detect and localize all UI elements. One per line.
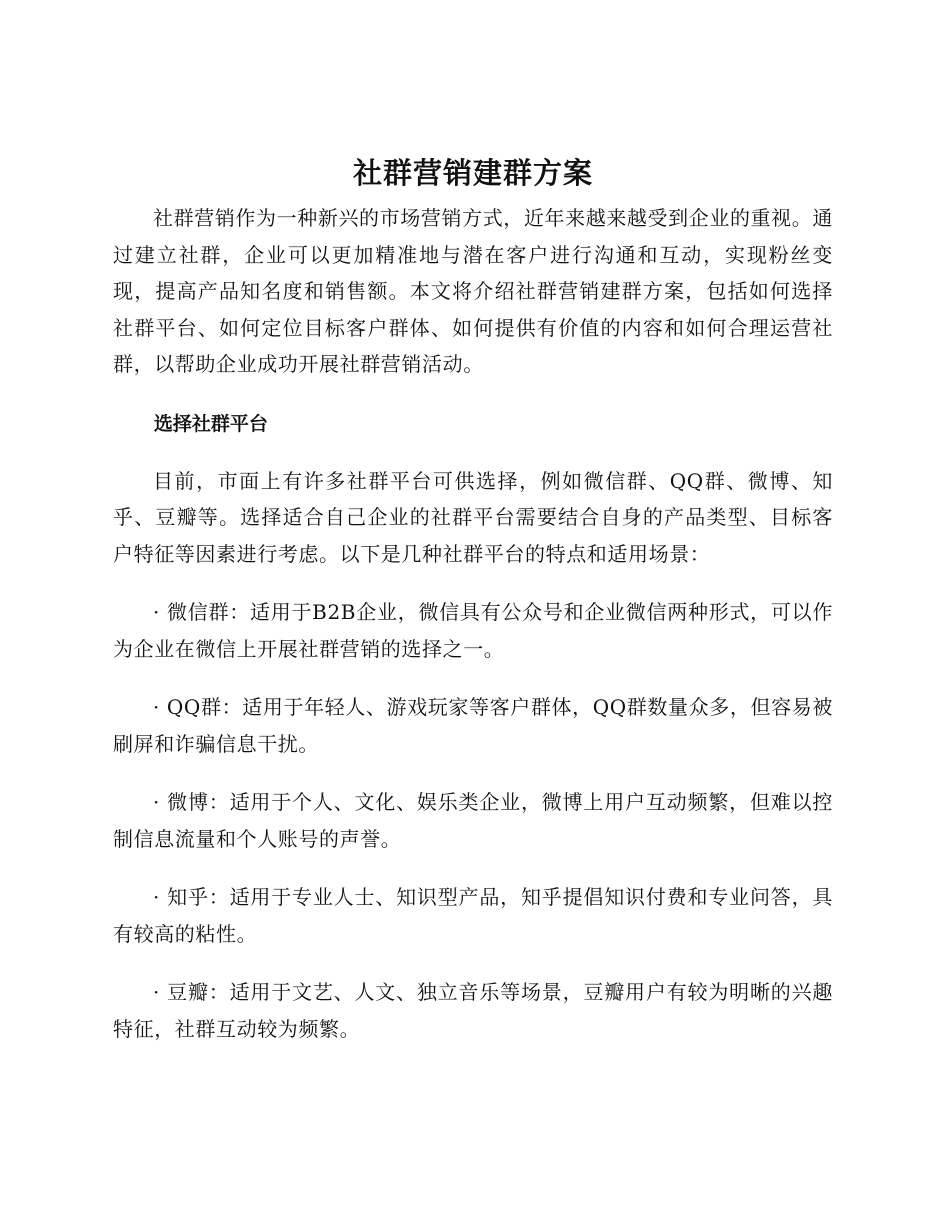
document-page	[113, 150, 833, 1047]
bullet-item-wechat: · 微信群：适用于B2B企业，微信具有公众号和企业微信两种形式，可以作为企业在微信上开展社群营销的选择之一。	[113, 600, 833, 661]
bullet-item-qq: · QQ群：适用于年轻人、游戏玩家等客户群体，QQ群数量众多，但容易被刷屏和诈骗信息干扰。	[113, 695, 833, 756]
document-title: 社群营销建群方案	[352, 156, 593, 190]
section-paragraph: 目前，市面上有许多社群平台可供选择，例如微信群、QQ群、微博、知乎、豆瓣等。选择适合自己企业的社群平台需要结合自身的产品类型、目标客户特征等因素进行考虑。以下是几种社群平台的特点和适用场景：	[113, 468, 833, 566]
bullet-item-weibo: · 微博：适用于个人、文化、娱乐类企业，微博上用户互动频繁，但难以控制信息流量和个人账号的声誉。	[113, 790, 833, 851]
bullet-item-zhihu: · 知乎：适用于专业人士、知识型产品，知乎提倡知识付费和专业问答，具有较高的粘性。	[113, 885, 833, 946]
bullet-item-douban: · 豆瓣：适用于文艺、人文、独立音乐等场景，豆瓣用户有较为明晰的兴趣特征，社群互动较为频繁。	[113, 980, 833, 1041]
section-heading-platform: 选择社群平台	[153, 412, 268, 435]
intro-paragraph: 社群营销作为一种新兴的市场营销方式，近年来越来越受到企业的重视。通过建立社群，企业可以更加精准地与潜在客户进行沟通和互动，实现粉丝变现，提高产品知名度和销售额。本文将介绍社群营销建群方案，包括如何选择社群平台、如何定位目标客户群体、如何提供有价值的内容和如何合理运营社群，以帮助企业成功开展社群营销活动。	[113, 206, 833, 376]
